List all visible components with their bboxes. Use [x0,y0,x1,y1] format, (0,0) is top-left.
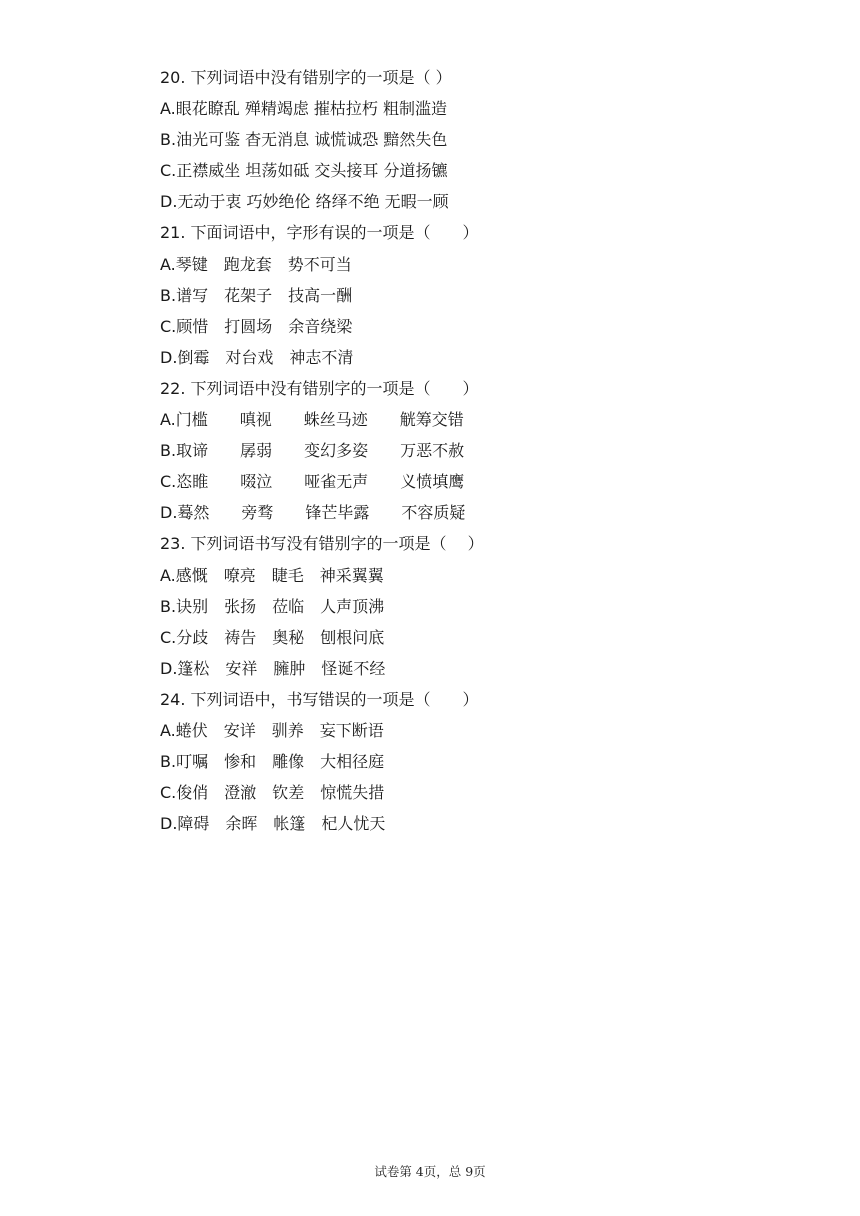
option-d: D.倒霉 对台戏 神志不清 [160,347,354,367]
question-stem: 22. 下列词语中没有错别字的一项是（ ） [160,378,479,398]
option-c: C.顾惜 打圆场 余音绕梁 [160,316,353,336]
option-a: A.门槛 嗔视 蛛丝马迹 觥筹交错 [160,410,464,430]
question-23 [160,528,780,683]
question-22 [160,373,780,528]
option-a: A.琴键 跑龙套 势不可当 [160,254,352,274]
option-b: B.诀别 张扬 莅临 人声顶沸 [160,596,385,616]
question-stem: 23. 下列词语书写没有错别字的一项是（ ） [160,534,484,554]
option-b: B.谱写 花架子 技高一酬 [160,285,353,305]
option-d: D.蓦然 旁骛 锋芒毕露 不容质疑 [160,503,466,523]
option-c: C.分歧 祷告 奥秘 刨根问底 [160,627,385,647]
option-b: B.油光可鉴 杳无消息 诚慌诚恐 黯然失色 [160,130,448,150]
option-d: D.无动于衷 巧妙绝伦 络绎不绝 无暇一顾 [160,192,449,212]
question-list [160,62,780,839]
option-a: A.眼花瞭乱 殚精竭虑 摧枯拉朽 粗制滥造 [160,99,448,119]
question-stem: 21. 下面词语中，字形有误的一项是（ ） [160,223,479,243]
option-d: D.障碍 余晖 帐篷 杞人忧天 [160,814,386,834]
option-d: D.篷松 安祥 臃肿 怪诞不经 [160,658,386,678]
option-b: B.取谛 孱弱 变幻多姿 万恶不赦 [160,441,465,461]
question-stem: 24. 下列词语中，书写错误的一项是（ ） [160,689,479,709]
option-c: C.俊俏 澄澈 钦差 惊慌失措 [160,783,385,803]
question-24 [160,684,780,839]
question-stem: 20. 下列词语中没有错别字的一项是（ ） [160,68,452,87]
option-c: C.正襟威坐 坦荡如砥 交头接耳 分道扬镳 [160,161,448,181]
question-21 [160,217,780,372]
option-a: A.感慨 嘹亮 睫毛 神采翼翼 [160,565,384,585]
question-20 [160,62,780,217]
option-b: B.叮嘱 惨和 雕像 大相径庭 [160,752,385,772]
page-footer: 试卷第 4页，总 9页 [374,1164,486,1179]
option-c: C.恣睢 啜泣 哑雀无声 义愤填鹰 [160,472,465,492]
option-a: A.蜷伏 安详 驯养 妄下断语 [160,720,384,740]
